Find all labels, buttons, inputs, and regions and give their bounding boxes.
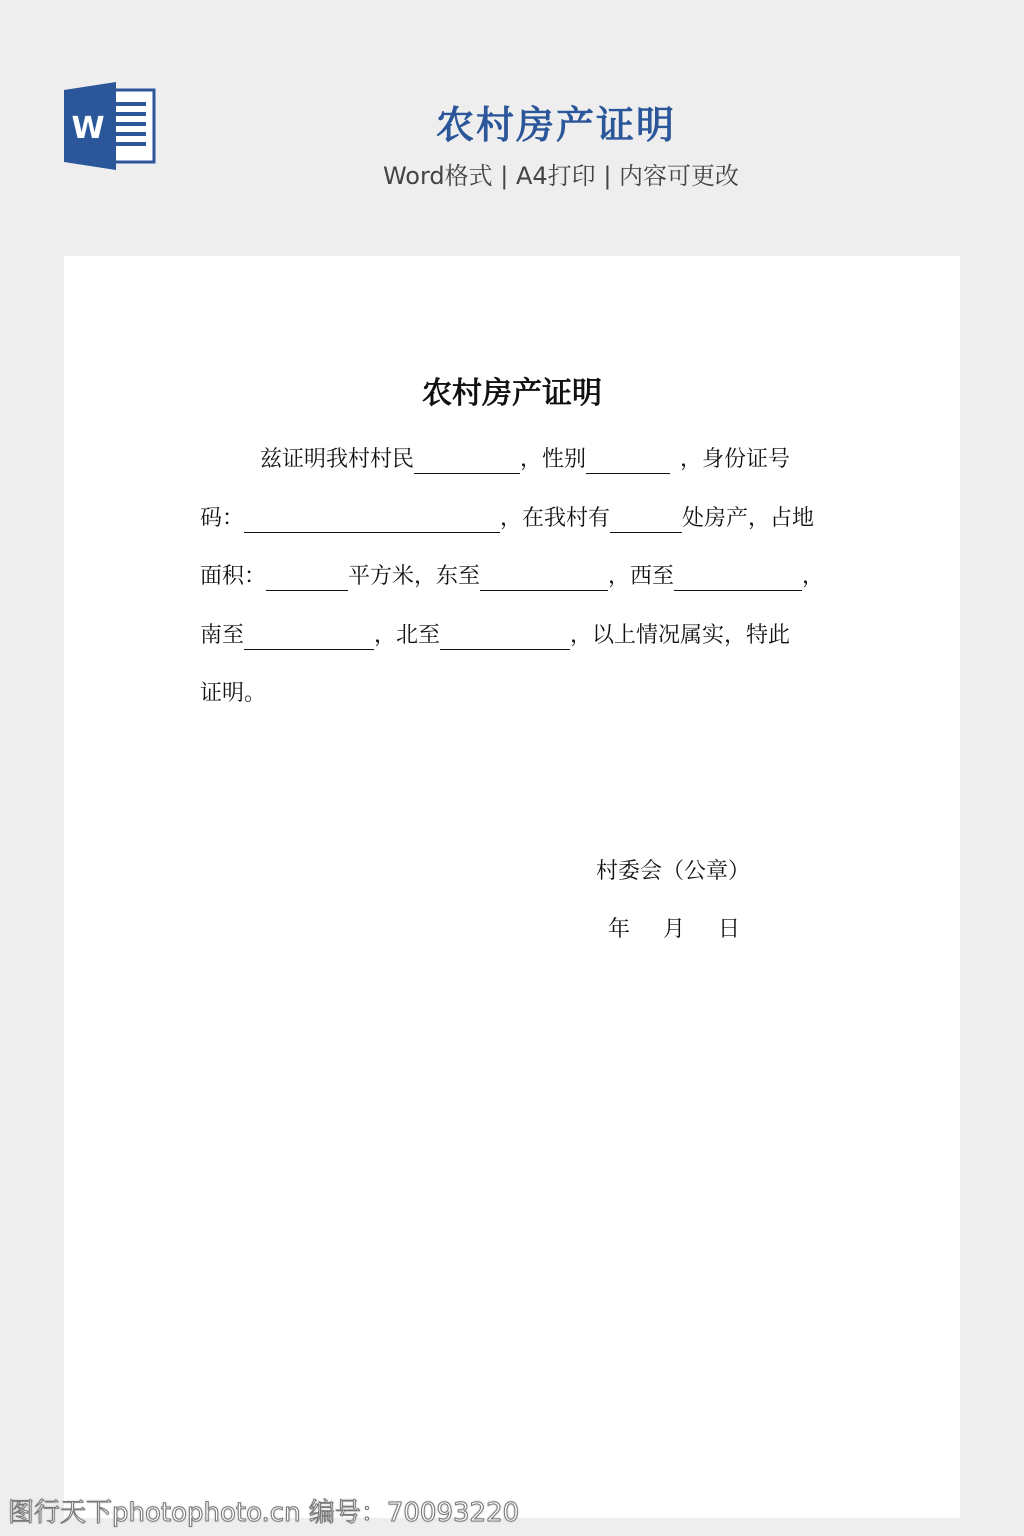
- body-line-1: [200, 440, 824, 480]
- text-segment: ，身份证号: [680, 447, 791, 472]
- signature-committee-seal: 村委会（公章）: [596, 859, 751, 884]
- blank-north-boundary[interactable]: [440, 621, 570, 650]
- body-line-3: [200, 557, 824, 597]
- blank-villager-name[interactable]: [414, 445, 520, 474]
- blank-area[interactable]: [266, 562, 348, 591]
- text-segment: ，以上情况属实，特此: [570, 623, 791, 648]
- blank-gender[interactable]: [586, 445, 670, 474]
- logo-letter: W: [71, 111, 105, 146]
- document-page: [64, 256, 960, 1518]
- text-segment: ，在我村有: [500, 506, 611, 531]
- blank-id-number[interactable]: [244, 504, 500, 533]
- blank-property-count[interactable]: [610, 504, 682, 533]
- blank-south-boundary[interactable]: [244, 621, 374, 650]
- date-year: 年: [608, 917, 631, 942]
- text-segment: 兹证明我村村民: [260, 447, 415, 472]
- signature-date: [608, 912, 740, 943]
- text-segment: 面积：: [200, 564, 267, 589]
- body-line-4: [200, 616, 824, 656]
- text-segment: ，: [802, 564, 825, 589]
- document-title: 农村房产证明: [422, 376, 602, 411]
- text-segment: 证明。: [200, 681, 267, 706]
- blank-west-boundary[interactable]: [674, 562, 802, 591]
- date-day: 日: [718, 917, 741, 942]
- blank-east-boundary[interactable]: [480, 562, 608, 591]
- header-title: 农村房产证明: [435, 103, 676, 147]
- date-month: 月: [663, 917, 686, 942]
- text-segment: 处房产，占地: [682, 506, 815, 531]
- text-segment: 南至: [200, 623, 245, 648]
- text-segment: 平方米，东至: [348, 564, 481, 589]
- watermark: 图行天下photophoto.cn 编号：70093220: [8, 1498, 520, 1528]
- text-segment: ，西至: [608, 564, 675, 589]
- text-segment: ，性别: [520, 447, 587, 472]
- header-subtitle: Word格式 | A4打印 | 内容可更改: [382, 162, 740, 190]
- body-line-2: [200, 499, 824, 539]
- text-segment: 码：: [200, 506, 245, 531]
- body-line-5: [200, 674, 824, 714]
- text-segment: ，北至: [374, 623, 441, 648]
